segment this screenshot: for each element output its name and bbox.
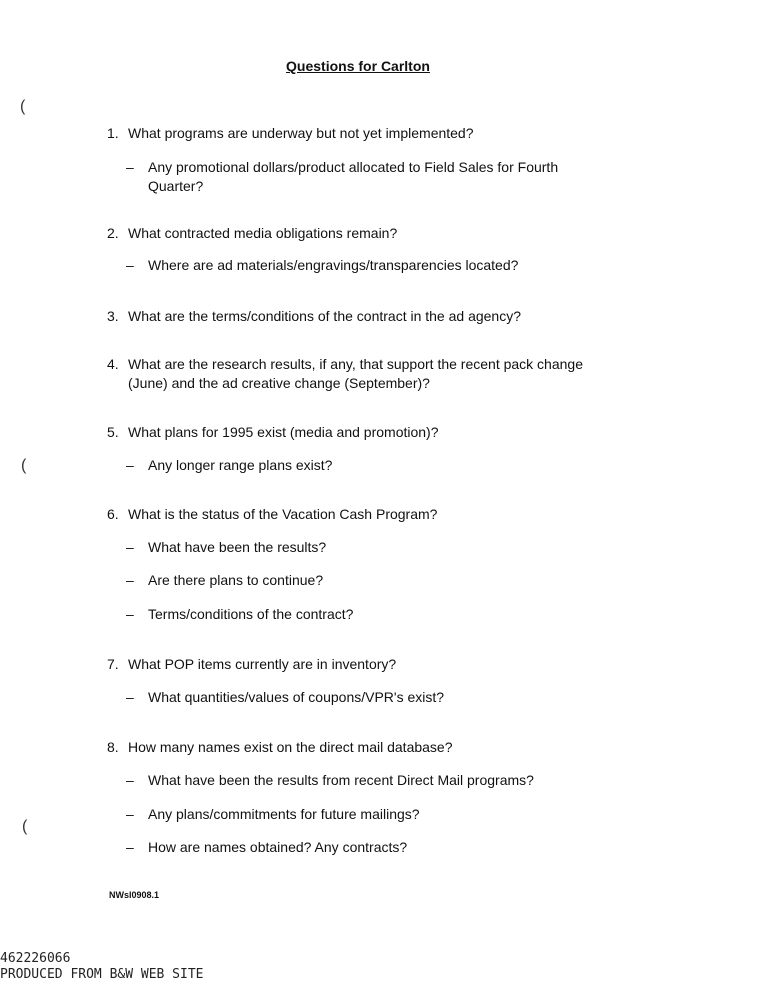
dash-bullet: – — [126, 606, 134, 622]
sub-question-text: What have been the results? — [148, 539, 327, 555]
question-text: What is the status of the Vacation Cash Program? — [128, 506, 438, 522]
question-number: 6. — [107, 506, 119, 522]
question-number: 5. — [107, 424, 119, 440]
sub-question — [126, 456, 332, 475]
sub-question-text: Are there plans to continue? — [148, 572, 324, 588]
page-title: Questions for Carlton — [286, 58, 430, 74]
sub-question — [126, 605, 353, 624]
dash-bullet: – — [126, 257, 134, 273]
sub-question-text: Any plans/commitments for future mailings? — [148, 806, 420, 822]
question-number: 8. — [107, 739, 119, 755]
question-6 — [107, 505, 437, 524]
question-text-continued: (June) and the ad creative change (September)? — [128, 375, 430, 391]
sub-question-text: What have been the results from recent Direct Mail programs? — [148, 772, 534, 788]
question-number: 1. — [107, 125, 119, 141]
sub-question-text-continued: Quarter? — [148, 178, 204, 194]
question-number: 4. — [107, 356, 119, 372]
dash-bullet: – — [126, 772, 134, 788]
question-number: 2. — [107, 225, 119, 241]
question-text: What POP items currently are in inventory? — [128, 656, 397, 672]
sub-question — [126, 805, 420, 824]
dash-bullet: – — [126, 839, 134, 855]
sub-question-text: What quantities/values of coupons/VPR's exist? — [148, 689, 445, 705]
dash-bullet: – — [126, 806, 134, 822]
question-number: 3. — [107, 308, 119, 324]
question-4 — [107, 355, 583, 393]
dash-bullet: – — [126, 689, 134, 705]
dash-bullet: – — [126, 539, 134, 555]
margin-bracket-mark: ( — [20, 98, 26, 115]
document-code: NWsl0908.1 — [109, 890, 160, 900]
sub-question-text: Any promotional dollars/product allocated to Field Sales for Fourth — [148, 159, 559, 175]
sub-question — [126, 688, 444, 707]
sub-question — [126, 771, 534, 790]
sub-question — [126, 838, 407, 857]
question-text: What are the terms/conditions of the contract in the ad agency? — [128, 308, 521, 324]
question-3 — [107, 307, 521, 326]
question-text: What contracted media obligations remain? — [128, 225, 398, 241]
dash-bullet: – — [126, 457, 134, 473]
question-number: 7. — [107, 656, 119, 672]
sub-question-text: Where are ad materials/engravings/transparencies located? — [148, 257, 519, 273]
source-footer: PRODUCED FROM B&W WEB SITE — [0, 967, 204, 982]
question-5 — [107, 423, 439, 442]
question-1 — [107, 124, 474, 143]
sub-question-text: Any longer range plans exist? — [148, 457, 333, 473]
question-text: How many names exist on the direct mail database? — [128, 739, 453, 755]
dash-bullet: – — [126, 572, 134, 588]
question-2 — [107, 224, 397, 243]
margin-bracket-mark: ( — [21, 457, 27, 474]
question-text: What plans for 1995 exist (media and promotion)? — [128, 424, 439, 440]
question-8 — [107, 738, 453, 757]
margin-bracket-mark: ( — [22, 818, 28, 835]
sub-question — [126, 256, 518, 275]
sub-question — [126, 571, 323, 590]
bates-number: 462226066 — [0, 951, 71, 966]
sub-question — [126, 538, 326, 557]
sub-question-text: How are names obtained? Any contracts? — [148, 839, 408, 855]
question-text: What are the research results, if any, that support the recent pack change — [128, 356, 583, 372]
dash-bullet: – — [126, 159, 134, 175]
sub-question — [126, 158, 558, 196]
sub-question-text: Terms/conditions of the contract? — [148, 606, 354, 622]
question-text: What programs are underway but not yet implemented? — [128, 125, 474, 141]
question-7 — [107, 655, 396, 674]
